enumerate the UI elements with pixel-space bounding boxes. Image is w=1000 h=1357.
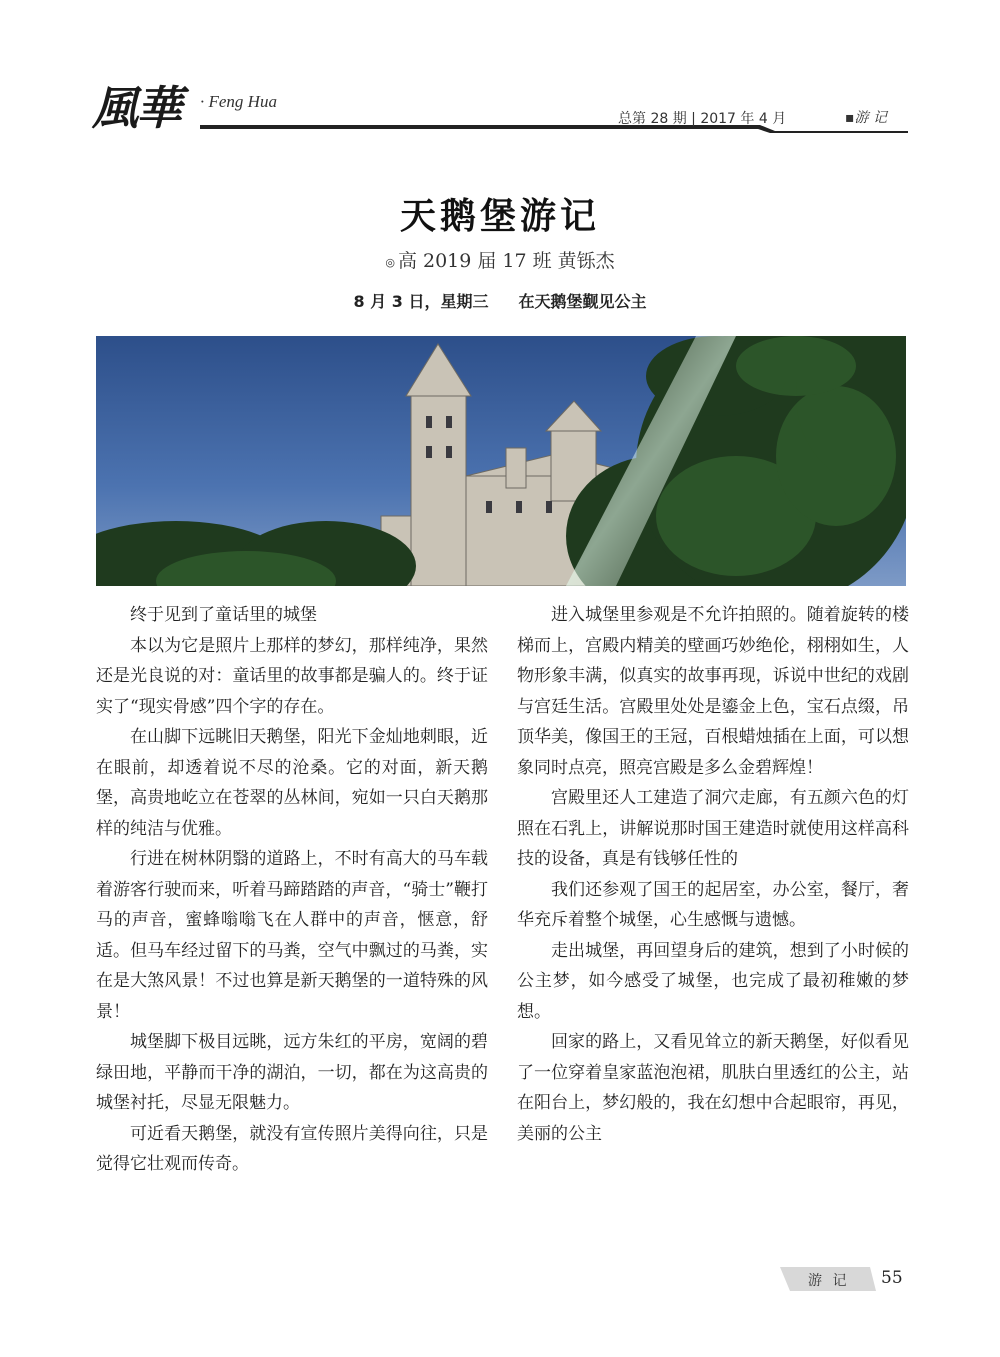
magazine-logo-subtitle: · Feng Hua — [200, 92, 277, 111]
paragraph: 回家的路上，又看见耸立的新天鹅堡，好似看见了一位穿着皇家蓝泡泡裙，肌肤白里透红的公主，站在阳台上，梦幻般的，我在幻想中合起眼帘，再见，美丽的公主 — [517, 1032, 909, 1144]
paragraph: 在山脚下远眺旧天鹅堡，阳光下金灿地刺眼，近在眼前，却透着说不尽的沧桑。它的对面，新天鹅堡，高贵地屹立在苍翠的丛林间，宛如一只白天鹅那样的纯洁与优雅。 — [96, 727, 488, 839]
author-mark: ◎ — [385, 255, 395, 269]
paragraph: 终于见到了童话里的城堡 — [130, 605, 317, 625]
paragraph: 进入城堡里参观是不允许拍照的。随着旋转的楼梯而上，宫殿内精美的壁画巧妙绝伦，栩栩如生，人物形象丰满，似真实的故事再现，诉说中世纪的戏剧与宫廷生活。宫殿里处处是鎏金上色，宝石点缀，吊顶华美，像国王的王冠，百根蜡烛插在上面，可以想象同时点亮，照亮宫殿是多么金碧辉煌！ — [517, 605, 909, 778]
paragraph: 本以为它是照片上那样的梦幻，那样纯净，果然还是光良说的对：童话里的故事都是骗人的。终于证实了“现实骨感”四个字的存在。 — [96, 635, 488, 717]
paragraph: 宫殿里还人工建造了洞穴走廊，有五颜六色的灯照在石乳上，讲解说那时国王建造时就使用这样高科技的设备，真是有钱够任性的 — [517, 788, 909, 869]
article-subtitle: 在天鹅堡觐见公主 — [518, 292, 647, 311]
author-name: 高 2019 届 17 班 黄铄杰 — [397, 250, 615, 272]
right-column — [517, 600, 909, 1149]
castle-photo — [96, 336, 906, 586]
dateline — [0, 289, 1000, 312]
paragraph: 我们还参观了国王的起居室，办公室，餐厅，奢华充斥着整个城堡，心生感慨与遗憾。 — [517, 879, 909, 930]
header-rule — [200, 122, 908, 134]
paragraph: 城堡脚下极目远眺，远方朱红的平房，宽阔的碧绿田地，平静而干净的湖泊，一切，都在为这高贵的城堡衬托，尽显无限魅力。 — [96, 1032, 488, 1113]
article-date: 8 月 3 日，星期三 — [353, 292, 489, 311]
issue-info: 总第 28 期 | 2017 年 4 月 — [618, 111, 787, 127]
footer-section: 游 记 — [808, 1273, 850, 1289]
paragraph: 可近看天鹅堡，就没有宣传照片美得向往，只是觉得它壮观而传奇。 — [96, 1123, 488, 1174]
left-column — [96, 600, 488, 1180]
author-line — [0, 246, 1000, 273]
paragraph: 行进在树林阴翳的道路上，不时有高大的马车载着游客行驶而来，听着马蹄踏踏的声音，“骑士”鞭打马的声音，蜜蜂嗡嗡飞在人群中的声音，惬意，舒适。但马车经过留下的马粪，空气中飘过的马粪，实在是大煞风景！不过也算是新天鹅堡的一道特殊的风景！ — [96, 849, 488, 1022]
page-number: 55 — [881, 1268, 903, 1288]
section-tag: ▪游 记 — [845, 110, 887, 126]
article-title: 天鹅堡游记 — [399, 196, 600, 237]
magazine-logo: 風華 — [92, 81, 180, 135]
paragraph: 走出城堡，再回望身后的建筑，想到了小时候的公主梦，如今感受了城堡，也完成了最初稚嫩的梦想。 — [517, 940, 909, 1022]
